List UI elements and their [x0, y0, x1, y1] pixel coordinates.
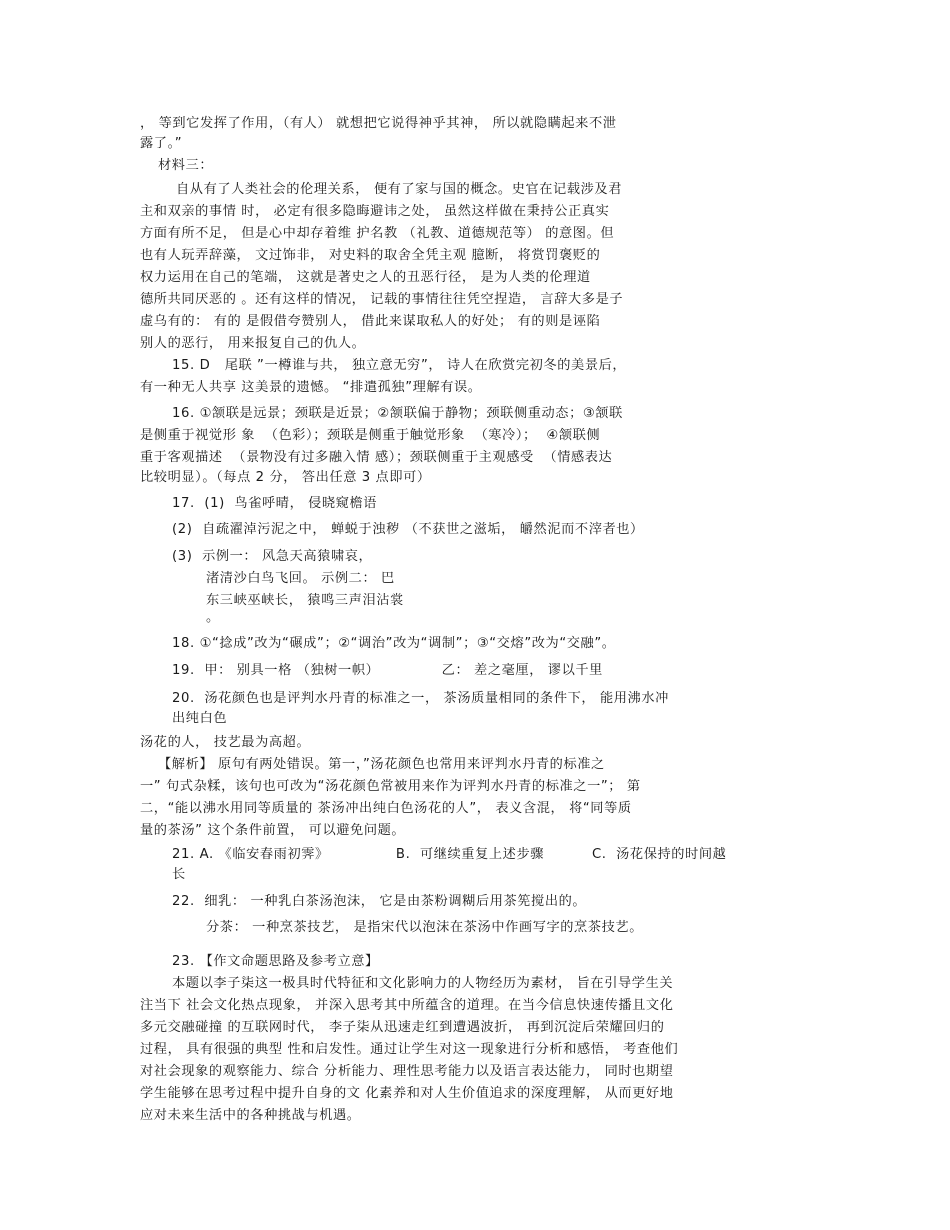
- text-line: 对社会现象的观察能力、综合 分析能力、理性思考能力以及语言表达能力， 同时也期望: [140, 1064, 674, 1079]
- text-line: 分茶： 一种烹茶技艺， 是指宋代以泡沫在茶汤中作画写字的烹茶技艺。: [206, 920, 643, 935]
- text-line: 注当下 社会文化热点现象， 并深入思考其中所蕴含的道理。在当今信息快速传播且文化: [140, 998, 674, 1013]
- text-line: 汤花的人， 技艺最为高超。: [140, 735, 311, 750]
- text-line: 渚清沙白鸟飞回。 示例二： 巴: [206, 571, 395, 586]
- essay-paragraph: 本题以李子柒这一极具时代特征和文化影响力的人物经历为素材， 旨在引导学生关: [172, 976, 674, 991]
- answer-15: 15. D 尾联 ”一樽谁与共， 独立意无穷”， 诗人在欣赏完初冬的美景后，: [172, 358, 627, 373]
- text-line: 学生能够在思考过程中提升自身的文 化素养和对人生价值追求的深度理解， 从而更好地: [140, 1086, 674, 1101]
- text-line: 别人的恶行， 用来报复自己的仇人。: [140, 336, 366, 351]
- answer-17: 17. (1) 鸟雀呼晴， 侵晓窥檐语: [172, 496, 378, 511]
- text-line: 也有人玩弄辞藻， 文过饰非， 对史料的取舍全凭主观 臆断， 将赏罚褒贬的: [140, 248, 601, 263]
- text-line: 一” 句式杂糅，该句也可改为“汤花颜色常被用来作为评判水丹青的标准之一”； 第: [140, 779, 641, 794]
- text-line: 出纯白色: [172, 711, 228, 726]
- text-line: 是侧重于视觉形 象 （色彩）；颈联是侧重于触觉形象 （寒冷）； ④颔联侧: [140, 428, 601, 443]
- text-line: 过程， 具有很强的典型 性和启发性。通过让学生对这一现象进行分析和感悟， 考查他们: [140, 1042, 679, 1057]
- text-line: (3) 示例一： 风急天高猿啸哀，: [172, 549, 373, 564]
- text-line: 。: [206, 610, 220, 625]
- text-line: 东三峡巫峡长， 猿鸣三声泪沾裳: [206, 593, 404, 608]
- text-line: (2) 自疏濯淖污泥之中， 蝉蜕于浊秽 （不获世之滋垢， 皭然泥而不滓者也）: [172, 522, 644, 537]
- text-line: 长: [172, 867, 186, 882]
- text-line: 量的茶汤” 这个条件前置， 可以避免问题。: [140, 823, 406, 838]
- answer-19: 19. 甲： 别具一格 （独树一帜） 乙： 差之毫厘， 谬以千里: [172, 663, 603, 678]
- section-heading: 材料三：: [158, 158, 214, 173]
- text-line: ， 等到它发挥了作用，（有人） 就想把它说得神乎其神， 所以就隐瞒起来不泄: [140, 116, 617, 131]
- answer-23-heading: 23. 【作文命题思路及参考立意】: [172, 954, 379, 969]
- text-line: 权力运用在自己的笔端， 这就是著史之人的丑恶行径， 是为人类的伦理道: [140, 270, 591, 285]
- text-line: 主和双亲的事情 时， 必定有很多隐晦避讳之处， 虽然这样做在秉持公正真实: [140, 204, 610, 219]
- answer-22: 22. 细乳： 一种乳白茶汤泡沫， 它是由茶粉调糊后用茶筅搅出的。: [172, 894, 587, 909]
- answer-20: 20. 汤花颜色也是评判水丹青的标准之一， 茶汤质量相同的条件下， 能用沸水冲: [172, 691, 669, 706]
- text-line: 德所共同厌恶的 。还有这样的情况， 记载的事情往往凭空捏造， 言辞大多是子: [140, 292, 624, 307]
- text-line: 多元交融碰撞 的互联网时代， 李子柒从迅速走红到遭遇波折， 再到沉淀后荣耀回归的: [140, 1020, 665, 1035]
- text-line: 虚乌有的： 有的 是假借夸赞别人， 借此来谋取私人的好处； 有的则是诬陷: [140, 314, 601, 329]
- text-line: 重于客观描述 （景物没有过多融入情 感）；颈联侧重于主观感受 （情感表达: [140, 450, 613, 465]
- answer-18: 18. ①“捻成”改为“碾成”；②“调治”改为“调制”；③“交熔”改为“交融”。: [172, 636, 616, 651]
- text-line: 有一种无人共享 这美景的遗憾。 “排遣孤独”理解有误。: [140, 380, 482, 395]
- text-line: 方面有所不足， 但是心中却存着维 护名教 （礼教、道德规范等） 的意图。但: [140, 226, 615, 241]
- text-line: 二，“能以沸水用同等质量的 茶汤冲出纯白色汤花的人”， 表义含混， 将“同等质: [140, 801, 632, 816]
- text-line: 露了。”: [140, 136, 183, 151]
- answer-21: 21. A. 《临安春雨初霁》 B. 可继续重复上述步骤 C. 汤花保持的时间越: [172, 847, 727, 862]
- analysis-paragraph: 【解析】 原句有两处错误。第一，”汤花颜色也常用来评判水丹青的标准之: [158, 757, 605, 772]
- text-line: 应对未来生活中的各种挑战与机遇。: [140, 1108, 361, 1123]
- text-line: 比较明显）。（每点 2 分， 答出任意 3 点即可）: [140, 470, 431, 485]
- text-line: 自从有了人类社会的伦理关系， 便有了家与国的概念。史官在记载涉及君: [176, 182, 622, 197]
- answer-16: 16. ①颔联是远景；颈联是近景；②颔联偏于静物；颈联侧重动态；③颔联: [172, 406, 623, 421]
